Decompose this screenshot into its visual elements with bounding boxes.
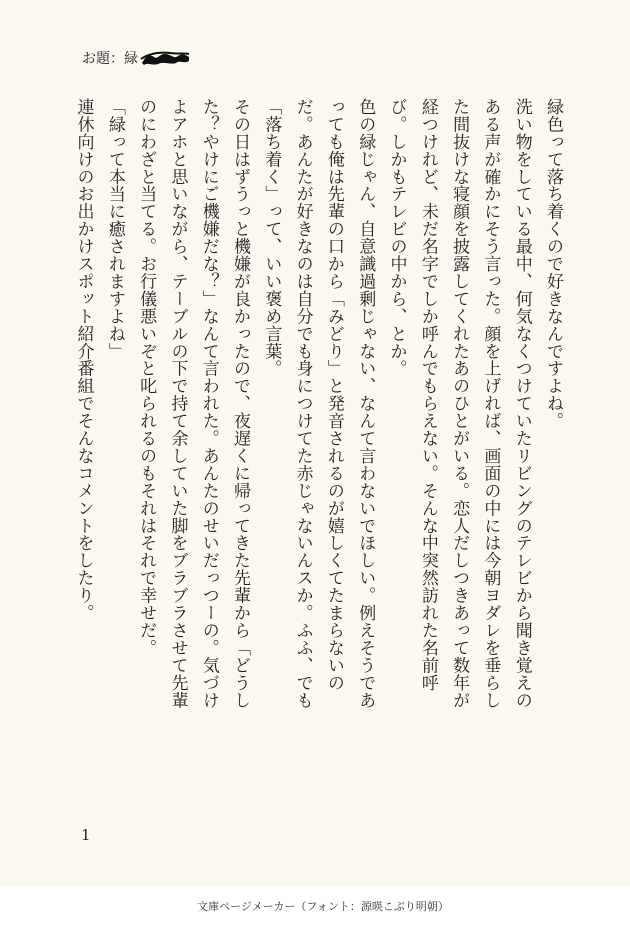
novel-body-text <box>67 98 568 718</box>
paragraph: 緑色って落ち着くので好きなんですよね。 <box>543 98 563 430</box>
paragraph: その日はずうっと機嫌が良かったので、夜遅くに帰ってきた先輩から「どうした？やけにご機嫌だな？」なんて言われた。あんたのせいだっつーの。気づけよアホと思いながら、テーブルの下で持て余していた脚をブラブラさせて先輩のにわざと当てる。お行儀悪いぞと叱られるのもそれはそれで幸せだ。 <box>136 98 251 709</box>
paragraph: 連休向けのお出かけスポット紹介番組でそんなコメントをしたり。 <box>73 98 94 622</box>
paragraph: 洗い物をしている最中、何気なくつけていたリビングのテレビから聞き覚えのある声が確かにそう言った。顔を上げれば、画面の中には今朝ヨダレを垂らした間抜けな寝顔を披露してくれたあのひとがいる。恋人だしつきあって数年が経つけれど、未だ名字でしか呼んでもらえない。そんな中突然訪れた名前呼び。しかもテレビの中から、とか。 <box>386 98 532 709</box>
prompt-title-label: お題：緑 <box>82 51 138 67</box>
paragraph: 色の緑じゃん、自意識過剰じゃない、なんて言わないでほしい。例えそうであっても俺は先輩の口から「みどり」と発音されるのが嬉しくてたまらないのだ。あんたが好きなのは自分でも身につけてた赤じゃないんスか。ふふ、でも「落ち着く」って、いい褒め言葉。 <box>261 98 376 709</box>
redaction-scribble <box>140 51 190 66</box>
footer-credit: 文庫ページメーカー（フォント：源暎こぶり明朝） <box>0 886 630 928</box>
prompt-title <box>82 48 190 68</box>
paragraph: 「緑って本当に癒されますよね」 <box>104 98 125 360</box>
page-number: 1 <box>81 826 91 844</box>
